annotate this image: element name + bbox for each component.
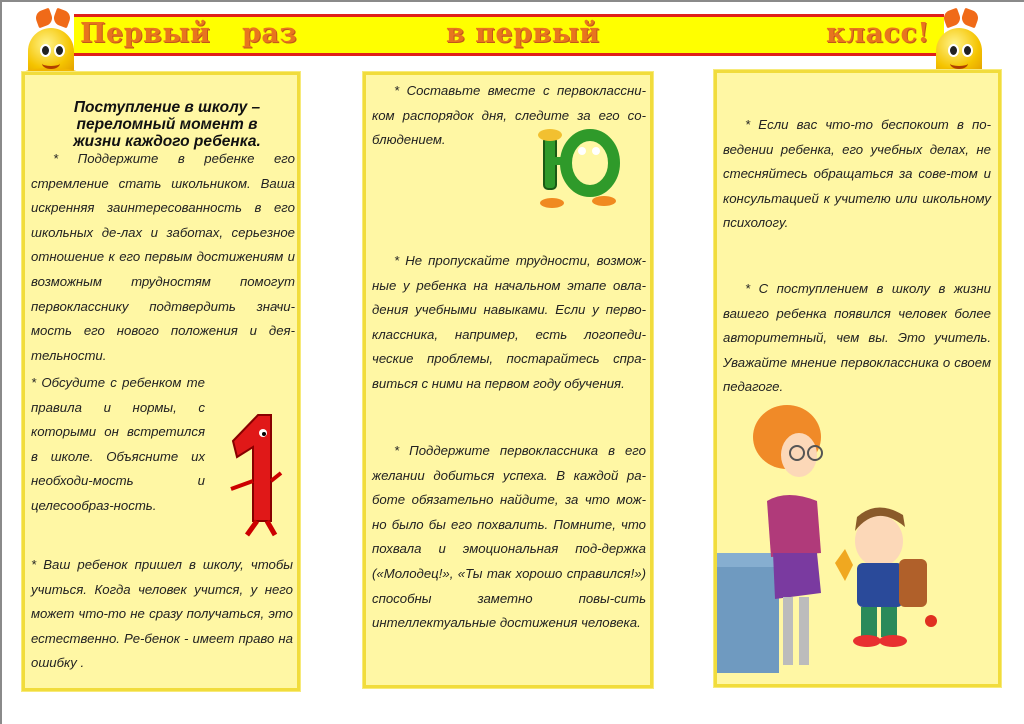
left-panel-heading: Поступление в школу – переломный момент в жизни каждого ребенка. [73, 99, 261, 150]
right-panel [714, 70, 1001, 687]
middle-paragraph-3: * Поддержите первоклассника в его желании добиться успеха. В каждой ра-боте обязательно найдите, за что мож-но было бы его похвалить. Помните, что похвала и эмоциональная под-держка («Молодец!», «Ты так хорошо справился!») способны заметно повы-сить интеллектуальные достижения человека. [372, 443, 646, 631]
title-banner [74, 14, 944, 56]
right-paragraph-2: * С поступлением в школу в жизни вашего ребенка появился человек более авторитетный, чем вы. Это учитель. Уважайте мнение первоклассника о своем педагоге. [723, 281, 991, 395]
title-word-4: класс! [826, 18, 930, 49]
title-word-2: раз [242, 18, 298, 49]
right-paragraph-1: * Если вас что-то беспокоит в по-ведении ребенка, его учебных делах, не стесняйтесь обращаться за сове-том и консультацией к учителю или школьному психологу. [723, 117, 991, 231]
middle-panel [363, 72, 653, 688]
left-paragraph-1: * Поддержите в ребенке его стремление стать школьником. Ваша искренняя заинтересованность в его школьных де-лах и заботах, серьезное отношение к его первым достижениям и возможным трудностям помогут первокласснику подтвердить значи-мость его нового положения и дея-тельности. [31, 151, 295, 363]
middle-paragraph-2: * Не пропускайте трудности, возмож-ные у ребенка на начальном этапе овла-дения учебными навыками. Если у перво-классника, например, есть логопеди-ческие проблемы, постарайтесь спра-виться с ними на первом году обучения. [372, 253, 646, 391]
letter-yu-character-illustration [524, 123, 634, 213]
title-word-1: Первый [80, 18, 211, 49]
middle-paragraph-1: * Составьте вместе с первоклассни-ком распорядок дня, следите за его со-блюдением. [372, 83, 646, 148]
left-paragraph-3: * Ваш ребенок пришел в школу, чтобы учиться. Когда человек учится, у него может что-то не сразу получаться, это естественно. Ре-бенок - имеет право на ошибку . [31, 557, 293, 671]
teacher-and-schoolboy-illustration [717, 403, 957, 683]
left-paragraph-2: * Обсудите с ребенком те правила и нормы, с которыми он встретился в школе. Объясните их необходи-мость и целесообраз-ность. [31, 375, 205, 513]
bell-left-icon [22, 8, 82, 80]
number-one-character-illustration [213, 411, 283, 541]
left-panel [22, 72, 300, 691]
title-word-3: в первый [446, 18, 600, 49]
